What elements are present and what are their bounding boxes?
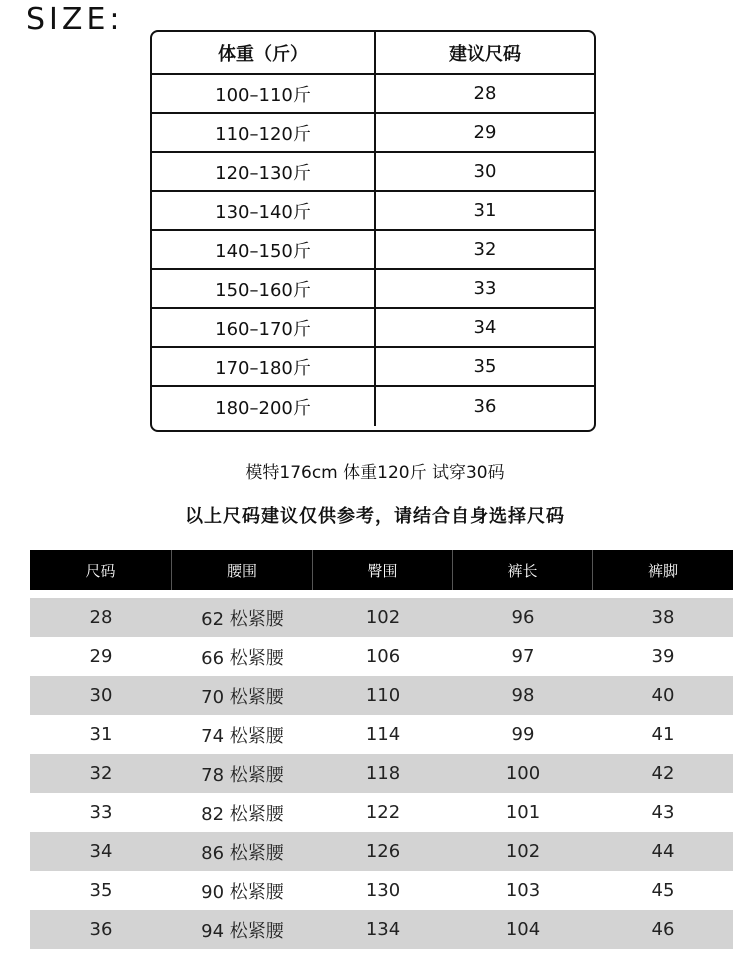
leg-opening-value: 43: [651, 802, 675, 823]
hip-value: 110: [365, 685, 401, 706]
table-row: [152, 192, 594, 231]
waist-value: 78 松紧腰: [201, 764, 284, 786]
measurement-table-header: [30, 550, 733, 590]
hip-value: 114: [365, 724, 401, 745]
table-row: [30, 871, 733, 910]
size-value: 31: [89, 724, 113, 745]
size-value: 32: [89, 763, 113, 784]
waist-value: 66 松紧腰: [201, 647, 284, 669]
waist-value: 70 松紧腰: [201, 686, 284, 708]
size-value: 30: [89, 685, 113, 706]
table-row: [152, 387, 594, 426]
size-value: 35: [89, 880, 113, 901]
hip-value: 122: [365, 802, 401, 823]
size-value: 36: [89, 919, 113, 940]
recommended-size: 29: [473, 122, 497, 143]
leg-opening-value: 44: [651, 841, 675, 862]
table-row: [30, 910, 733, 949]
table-row: [30, 793, 733, 832]
table-row: [30, 754, 733, 793]
hip-value: 134: [365, 919, 401, 940]
leg-opening-value: 40: [651, 685, 675, 706]
table-row: [152, 270, 594, 309]
table-row: [30, 637, 733, 676]
weight-range: 150–160斤: [152, 270, 376, 307]
table-row: [152, 114, 594, 153]
length-value: 100: [505, 763, 541, 784]
size-value: 28: [89, 607, 113, 628]
hip-value: 118: [365, 763, 401, 784]
waist-value: 86 松紧腰: [201, 842, 284, 864]
weight-range: 170–180斤: [152, 348, 376, 385]
weight-range: 100–110斤: [152, 75, 376, 112]
recommended-size: 31: [473, 200, 497, 221]
size-advice: 以上尺码建议仅供参考，请结合自身选择尺码: [185, 506, 565, 527]
table-row: [30, 598, 733, 637]
table-row: [152, 231, 594, 270]
weight-range: 120–130斤: [152, 153, 376, 190]
waist-value: 74 松紧腰: [201, 725, 284, 747]
header-weight: 体重（斤）: [152, 32, 376, 73]
length-value: 101: [505, 802, 541, 823]
recommended-size: 36: [473, 396, 497, 417]
weight-range: 160–170斤: [152, 309, 376, 346]
waist-value: 82 松紧腰: [201, 803, 284, 825]
waist-value: 90 松紧腰: [201, 881, 284, 903]
leg-opening-value: 42: [651, 763, 675, 784]
weight-range: 140–150斤: [152, 231, 376, 268]
recommended-size: 35: [473, 356, 497, 377]
hip-value: 102: [365, 607, 401, 628]
recommended-size: 32: [473, 239, 497, 260]
weight-range: 130–140斤: [152, 192, 376, 229]
length-value: 97: [511, 646, 535, 667]
table-row: [152, 153, 594, 192]
hip-value: 106: [365, 646, 401, 667]
header-size: 尺码: [30, 550, 172, 590]
weight-size-table: [150, 30, 596, 432]
hip-value: 130: [365, 880, 401, 901]
measurement-table-body: [30, 598, 733, 949]
header-length: 裤长: [453, 550, 593, 590]
recommended-size: 28: [473, 83, 497, 104]
recommended-size: 33: [473, 278, 497, 299]
length-value: 103: [505, 880, 541, 901]
length-value: 102: [505, 841, 541, 862]
length-value: 104: [505, 919, 541, 940]
table-row: [152, 309, 594, 348]
measurement-table: [30, 550, 733, 949]
table-row: [30, 832, 733, 871]
table-row: [30, 676, 733, 715]
length-value: 99: [511, 724, 535, 745]
recommended-size: 30: [473, 161, 497, 182]
size-value: 33: [89, 802, 113, 823]
hip-value: 126: [365, 841, 401, 862]
header-waist: 腰围: [172, 550, 313, 590]
leg-opening-value: 38: [651, 607, 675, 628]
leg-opening-value: 45: [651, 880, 675, 901]
header-leg-opening: 裤脚: [647, 561, 678, 580]
size-value: 29: [89, 646, 113, 667]
size-value: 34: [89, 841, 113, 862]
recommended-size: 34: [473, 317, 497, 338]
leg-opening-value: 41: [651, 724, 675, 745]
table-row: [152, 75, 594, 114]
length-value: 98: [511, 685, 535, 706]
waist-value: 94 松紧腰: [201, 920, 284, 942]
weight-table-header: [152, 32, 594, 75]
table-row: [30, 715, 733, 754]
size-title: SIZE:: [26, 2, 124, 37]
header-recommended-size: 建议尺码: [449, 43, 521, 65]
leg-opening-value: 46: [651, 919, 675, 940]
leg-opening-value: 39: [651, 646, 675, 667]
table-row: [152, 348, 594, 387]
length-value: 96: [511, 607, 535, 628]
model-note: 模特176cm 体重120斤 试穿30码: [245, 463, 505, 483]
weight-range: 110–120斤: [152, 114, 376, 151]
header-hip: 臀围: [313, 550, 453, 590]
weight-range: 180–200斤: [152, 387, 376, 426]
waist-value: 62 松紧腰: [201, 608, 284, 630]
